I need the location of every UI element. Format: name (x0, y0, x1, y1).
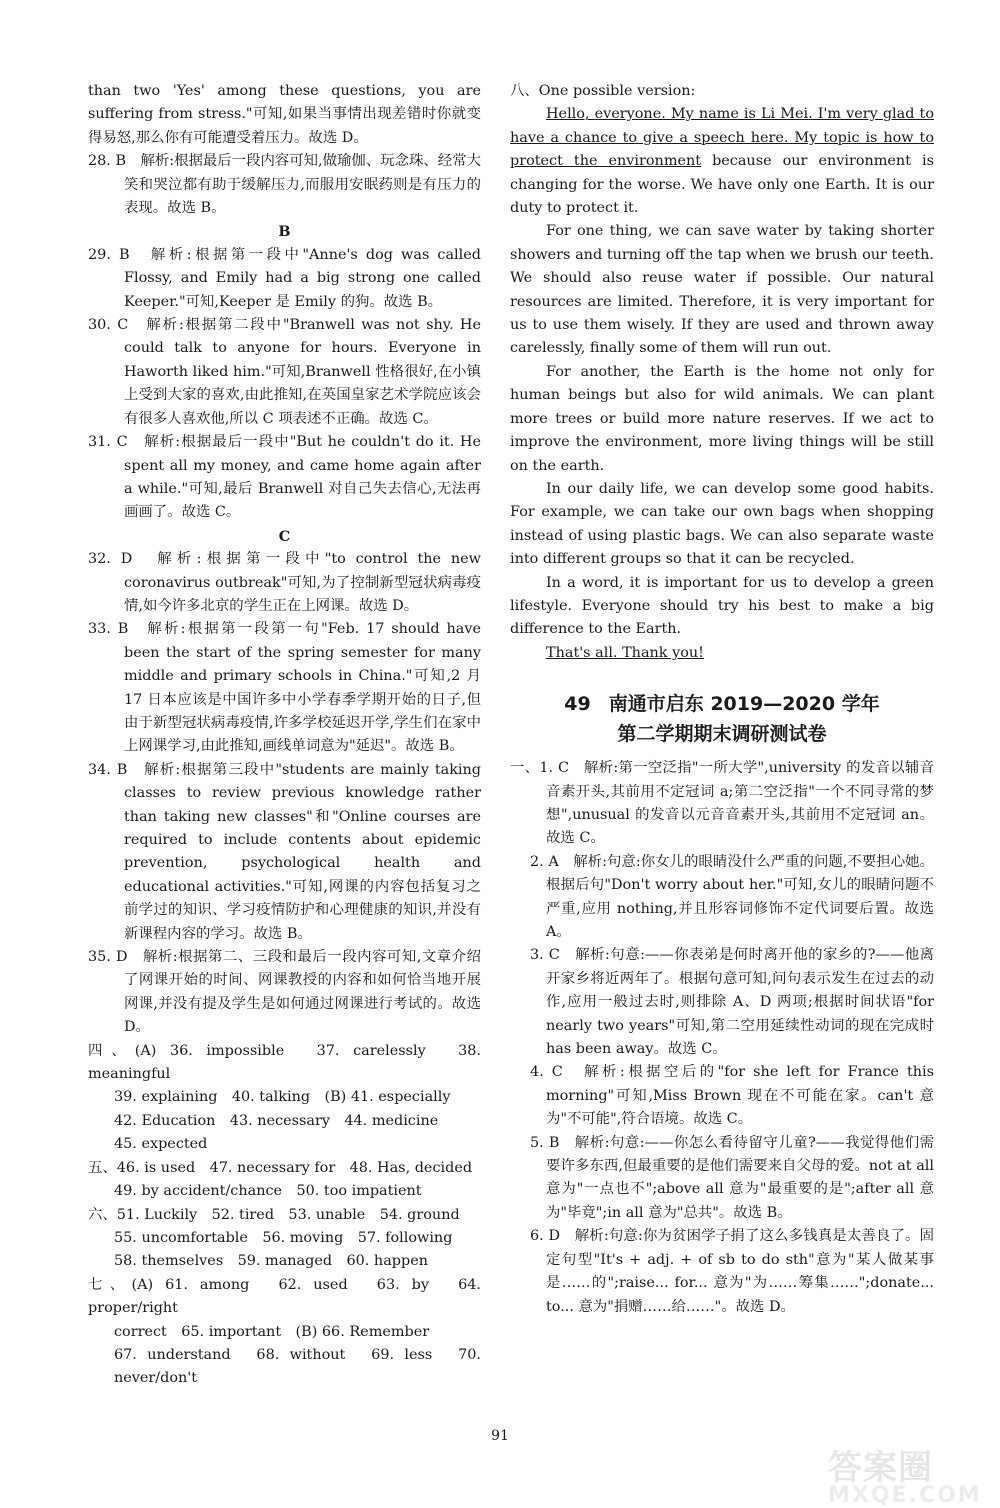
section-c-heading: C (278, 527, 291, 545)
exam-number: 49 (564, 693, 591, 716)
essay-paragraph-1 (510, 103, 934, 220)
section-b-heading: B (278, 223, 291, 241)
section-4-line-1: 四、(A) 36. impossible 37. carelessly 38. meaningful (88, 1042, 481, 1083)
section-6-line-1: 六、51. Luckily 52. tired 53. unable 54. ground (88, 1206, 460, 1223)
exam-title-line-2: 第二学期期末调研测试卷 (617, 723, 827, 746)
essay-paragraph-4: In our daily life, we can develop some good habits. For example, we can take our own bags when shopping instead of using plastic bags. We can also separate waste into different groups so that it can be recycled. (510, 480, 934, 568)
essay-underlined-opening: Hello, everyone. My name is Li Mei. I'm very glad to have a chance to give a speech here. My topic is how to protect the environment (510, 106, 934, 170)
section-6-line-2: 55. uncomfortable 56. moving 57. following (114, 1229, 453, 1246)
exam-title-line-1 (510, 689, 934, 719)
exam-answer-4: 4. C 解析:根据空后的"for she left for France this morning"可知,Miss Brown 现在不可能在家。can't 意为"不可能",符合语境。故选 C。 (530, 1064, 934, 1128)
watermark-logo (828, 1440, 982, 1508)
left-column (88, 80, 481, 1391)
essay-paragraph-2: For one thing, we can save water by taking shorter showers and turning off the tap when we brush our teeth. We should also reuse water if possible. Our natural resources are limited. Therefore, it is very important for us to use them wisely. If they are used and thrown away carelessly, finally some of them will run out. (510, 223, 934, 357)
essay-paragraph-3: For another, the Earth is the home not only for human beings but also for wild animals. We can plant more trees or build more nature reserves. If we act to improve the environment, more living things will be still on the earth. (510, 363, 934, 474)
answer-30: 30. C 解析:根据第二段中"Branwell was not shy. He could talk to anyone for hours. Everyone in Haworth liked him."可知,Branwell 性格很好,在小镇上受到大家的喜欢,由此推知,在英国皇家艺术学院应该会有很多人喜欢他,所以 C 项表述不正确。故选 C。 (88, 317, 481, 427)
exam-answer-5: 5. B 解析:句意:——你怎么看待留守儿童?——我觉得他们需要许多东西,但最重要的是他们需要来自父母的爱。not at all 意为"一点也不";above all 意为"最重要的是";after all 意为"毕竟";in all 意为"总共"。故选 B。 (530, 1134, 934, 1221)
section-8-heading: 八、One possible version: (510, 83, 696, 99)
section-4-line-2: 39. explaining 40. talking (B) 41. especially (114, 1089, 451, 1106)
exam-answer-2: 2. A 解析:句意:你女儿的眼睛没什么严重的问题,不要担心她。根据后句"Don't worry about her."可知,女儿的眼睛问题不严重,应用 nothing,并且形容词修饰不定代词要后置。故选 A。 (530, 853, 934, 940)
exam-answer-1: 一、1. C 解析:第一空泛指"一所大学",university 的发音以辅音音素开头,其前用不定冠词 a;第二空泛指"一个不同寻常的梦想",unusual 的发音以元音音素开头,其前用不定冠词 an。故选 C。 (510, 760, 934, 847)
section-7-line-3: 67. understand 68. without 69. less 70. never/don't (114, 1346, 481, 1387)
watermark-sub: MXQE.COM (828, 1483, 982, 1508)
section-5-line-2: 49. by accident/chance 50. too impatient (114, 1183, 422, 1200)
q27-continued: than two 'Yes' among these questions, you are suffering from stress."可知,如果当事情出现差错时你就变得易怒,那么你有可能遭受着压力。故选 D。 (88, 83, 481, 146)
essay-paragraph-5: In a word, it is important for us to develop a green lifestyle. Everyone should try his best to make a big difference to the Earth. (510, 574, 934, 638)
answer-28: 28. B 解析:根据最后一段内容可知,做瑜伽、玩念珠、经常大笑和哭泣都有助于缓解压力,而服用安眠药则是有压力的表现。故选 B。 (88, 153, 481, 217)
answer-35: 35. D 解析:根据第二、三段和最后一段内容可知,文章介绍了网课开始的时间、网课教授的内容和如何恰当地开展网课,并没有提及学生是如何通过网课进行考试的。故选 D。 (88, 949, 481, 1036)
watermark-text: 答案圈 (828, 1448, 933, 1488)
page-number: 91 (491, 1428, 509, 1444)
answer-31: 31. C 解析:根据最后一段中"But he couldn't do it. He spent all my money, and came home again after a while."可知,最后 Branwell 对自己失去信心,无法再画画了。故选 C。 (88, 434, 481, 521)
right-column (510, 80, 934, 1319)
section-7-line-2: correct 65. important (B) 66. Remember (114, 1323, 430, 1340)
section-5-line-1: 五、46. is used 47. necessary for 48. Has, decided (88, 1159, 473, 1176)
section-4-line-4: 45. expected (114, 1136, 208, 1153)
answer-34: 34. B 解析:根据第三段中"students are mainly taking classes to review previous knowledge rather than taking new classes"和"Online courses are required to include contents about epidemic prevention, psychological health and educational activities."可知,网课的内容包括复习之前学过的知识、学习疫情防护和心理健康的知识,并没有新课程内容的学习。故选 B。 (88, 761, 481, 942)
essay-closing-text: That's all. Thank you! (546, 644, 704, 661)
section-4-line-3: 42. Education 43. necessary 44. medicine (114, 1112, 439, 1129)
exam-answer-3: 3. C 解析:句意:——你表弟是何时离开他的家乡的?——他离开家乡将近两年了。根据句意可知,问句表示发生在过去的动作,应用一般过去时,则排除 A、D 两项;根据时间状语"for nearly two years"可知,第二空用延续性动词的现在完成时 has been away。故选 C。 (530, 947, 934, 1058)
section-6-line-3: 58. themselves 59. managed 60. happen (114, 1253, 428, 1270)
essay-closing (510, 642, 934, 665)
exam-title (510, 689, 934, 749)
answer-33: 33. B 解析:根据第一段第一句"Feb. 17 should have been the start of the spring semester for many middle and primary schools in China."可知,2 月 17 日本应该是中国许多中小学春季学期开始的日子,但由于新型冠状病毒疫情,许多学校延迟开学,学生们在家中上网课学习,由此推知,画线单词意为"延迟"。故选 B。 (88, 621, 481, 755)
answer-29: 29. B 解析:根据第一段中"Anne's dog was called Flossy, and Emily had a big strong one called Keeper."可知,Keeper 是 Emily 的狗。故选 B。 (88, 246, 481, 310)
essay-opening-rest: because our environment is changing for the worse. We have only one Earth. It is our duty to protect it. (510, 153, 934, 217)
section-7-line-1: 七、(A) 61. among 62. used 63. by 64. proper/right (88, 1276, 481, 1317)
answer-32: 32. D 解析:根据第一段中"to control the new coronavirus outbreak"可知,为了控制新型冠状病毒疫情,如今许多北京的学生正在上网课。故选 D。 (88, 551, 481, 614)
exam-title-text-1: 南通市启东 2019—2020 学年 (608, 693, 880, 716)
exam-answer-6: 6. D 解析:句意:你为贫困学子捐了这么多钱真是太善良了。固定句型"It's + adj. + of sb to do sth"意为"某人做某事是……的";raise... for... 意为"为……筹集……";donate... to... 意为"捐赠……给……"。故选 D。 (530, 1228, 934, 1315)
